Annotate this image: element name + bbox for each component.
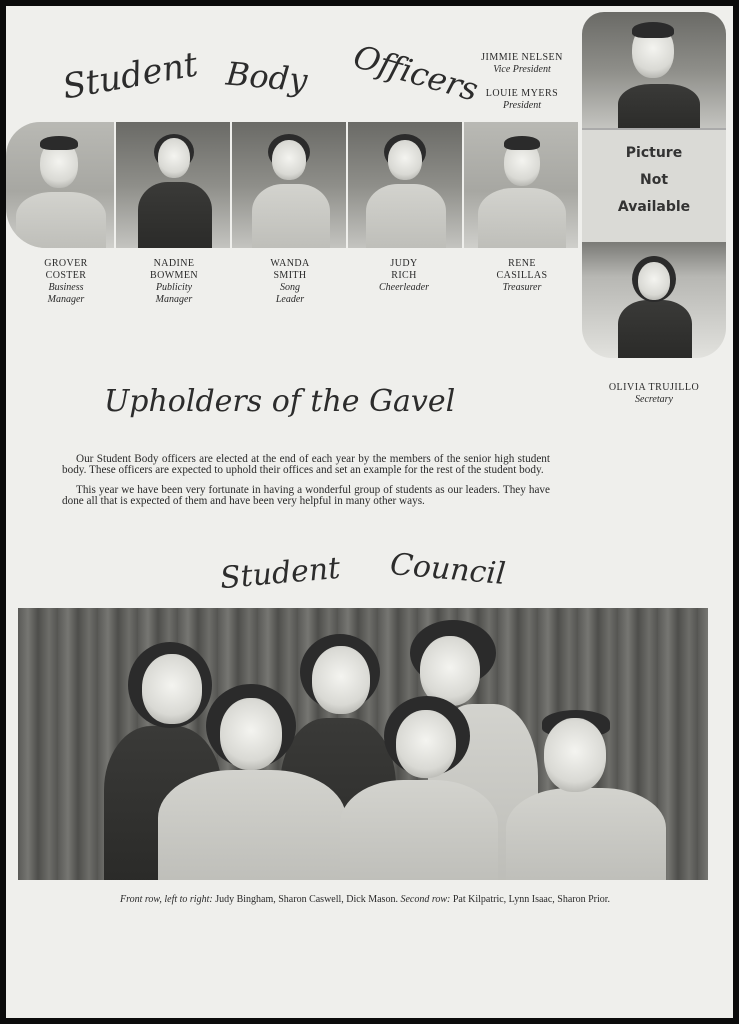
picture-not-available-text: [582, 140, 726, 221]
officer-photo-judy: [348, 122, 462, 248]
caption-front-label: Front row, left to right:: [120, 894, 213, 905]
vice-president-name: JIMMIE NELSEN: [481, 52, 563, 63]
officer-photo-grover: [6, 122, 114, 248]
officer-role-line2: Leader: [275, 294, 305, 305]
secretary-name: OLIVIA TRUJILLO: [608, 382, 700, 393]
officer-name-line1: GROVER: [44, 258, 88, 269]
secretary-photo: [582, 242, 726, 358]
officer-name-line1: RENE: [508, 258, 536, 269]
officer-name-line2: RICH: [391, 270, 417, 281]
vice-president-credit: [464, 52, 580, 76]
officer-role-line1: Publicity: [155, 282, 193, 293]
officer-caption-wanda: [244, 258, 336, 306]
heading-body: Body: [224, 54, 309, 100]
vice-president-role: Vice President: [493, 64, 551, 75]
intro-text: [62, 454, 550, 516]
president-credit: [464, 88, 580, 112]
paragraph-2: This year we have been very fortunate in having a wonderful group of students as our leaders. They have done all that is expected of them and have been very helpful in many other ways.: [62, 483, 550, 508]
caption-second-names: Pat Kilpatric, Lynn Isaac, Sharon Prior.: [452, 894, 611, 905]
officer-caption-judy: [358, 258, 450, 294]
officer-name-line2: SMITH: [273, 270, 307, 281]
officer-role-line2: Manager: [47, 294, 85, 305]
heading-upholders: Upholders of the Gavel: [104, 384, 456, 419]
officer-caption-nadine: [128, 258, 220, 306]
officer-name-line2: COSTER: [45, 270, 87, 281]
officer-role-line1: Cheerleader: [379, 282, 429, 293]
picture-not-available-line3: Available: [617, 199, 691, 215]
officer-caption-rene: [476, 258, 568, 294]
picture-not-available-line2: Not: [639, 172, 669, 188]
officer-role-line2: Manager: [155, 294, 193, 305]
officer-photo-wanda: [232, 122, 346, 248]
president-name: LOUIE MYERS: [485, 88, 559, 99]
paragraph-1: Our Student Body officers are elected at the end of each year by the members of the senior high student body. These officers are expected to uphold their offices and set an example for the rest of the student body.: [62, 453, 550, 477]
officer-name-line2: BOWMEN: [150, 270, 198, 281]
heading-student: Student: [59, 44, 201, 108]
officer-photo-nadine: [116, 122, 230, 248]
secretary-role: Secretary: [635, 394, 673, 405]
president-photo: [582, 12, 726, 128]
officer-name-line1: JUDY: [390, 258, 418, 269]
officer-name-line1: NADINE: [153, 258, 195, 269]
yearbook-page: [6, 6, 733, 1018]
caption-second-label: Second row:: [400, 894, 451, 905]
secretary-credit: [578, 382, 730, 406]
officer-role-line1: Business: [48, 282, 84, 293]
student-council-photo: [18, 608, 708, 880]
heading-council-student: Student: [218, 550, 342, 597]
officer-role-line1: Treasurer: [502, 282, 542, 293]
heading-council-word: Council: [388, 547, 507, 592]
heading-officers: Officers: [349, 37, 483, 109]
caption-front-names: Judy Bingham, Sharon Caswell, Dick Mason.: [215, 894, 398, 905]
officer-name-line1: WANDA: [270, 258, 310, 269]
picture-not-available-line1: Picture: [625, 145, 683, 161]
officer-photo-rene: [464, 122, 578, 248]
officer-caption-grover: [20, 258, 112, 306]
council-photo-caption: [120, 894, 620, 906]
president-role: President: [503, 100, 541, 111]
officer-name-line2: CASILLAS: [496, 270, 548, 281]
officer-role-line1: Song: [280, 282, 300, 293]
